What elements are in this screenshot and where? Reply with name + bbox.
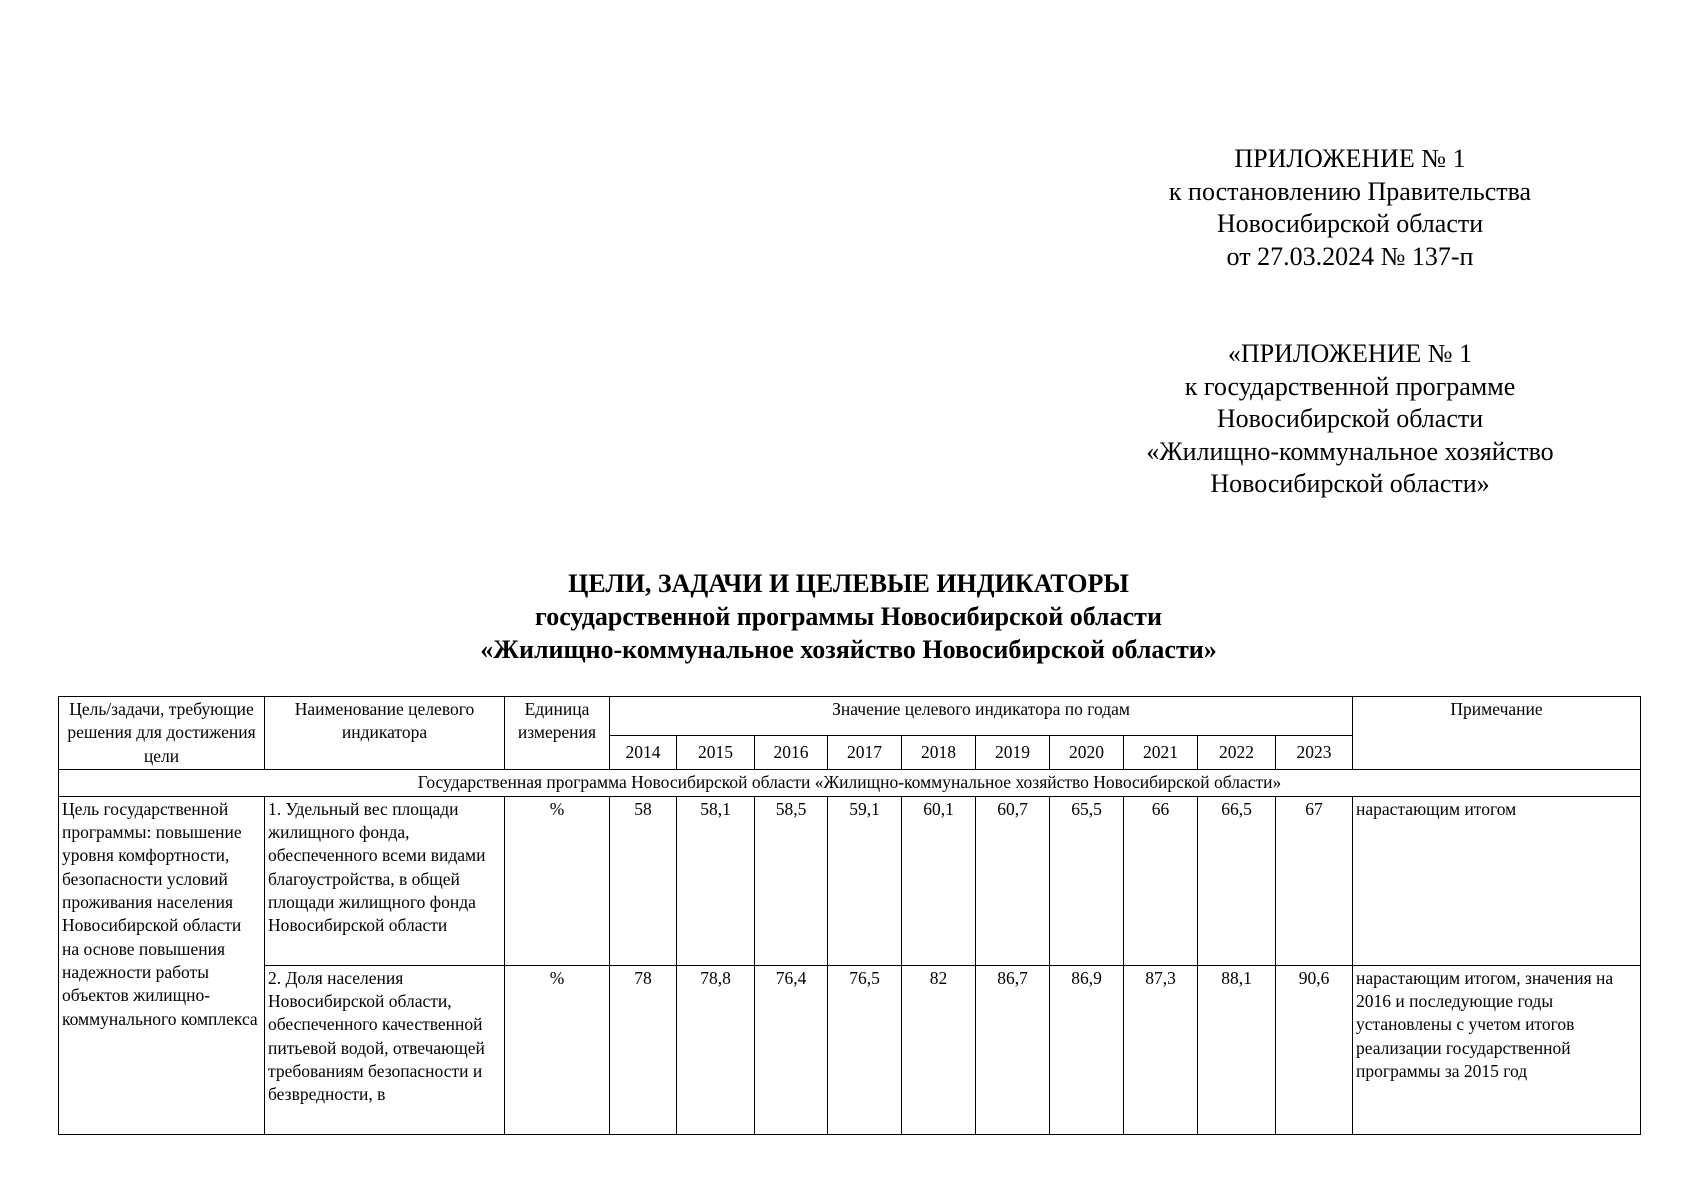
document-title (0, 567, 1697, 666)
header-year: 2014 (610, 735, 677, 769)
title-line: государственной программы Новосибирской области (535, 602, 1162, 631)
value-cell: 78 (610, 965, 677, 1134)
section-title: Государственная программа Новосибирской области «Жилищно-коммунальное хозяйство Новосибирской области» (59, 769, 1641, 796)
header-year: 2017 (828, 735, 902, 769)
approval-block-government-resolution (1100, 143, 1600, 273)
header-unit: Единица измерения (505, 697, 610, 770)
unit-cell: % (505, 796, 610, 965)
value-cell: 87,3 (1124, 965, 1198, 1134)
value-cell: 58 (610, 796, 677, 965)
approval-line: Новосибирской области» (1210, 469, 1490, 498)
approval-line: Новосибирской области (1216, 209, 1484, 238)
value-cell: 78,8 (677, 965, 755, 1134)
value-cell: 66,5 (1198, 796, 1276, 965)
value-cell: 76,4 (755, 965, 828, 1134)
note-cell: нарастающим итогом, значения на 2016 и последующие годы установлены с учетом итогов реализации государственной программы за 2015 год (1353, 965, 1641, 1134)
value-cell: 58,1 (677, 796, 755, 965)
header-indicator: Наименование целевого индикатора (265, 697, 505, 770)
header-year: 2023 (1276, 735, 1353, 769)
approval-line: ПРИЛОЖЕНИЕ № 1 (1234, 144, 1466, 173)
value-cell: 66 (1124, 796, 1198, 965)
table-row (59, 796, 1641, 965)
indicator-cell: 2. Доля населения Новосибирской области, обеспеченного качественной питьевой водой, отвечающей требованиям безопасности и безвредности, в (265, 965, 505, 1134)
approval-line: «ПРИЛОЖЕНИЕ № 1 (1227, 339, 1473, 368)
approval-line: к постановлению Правительства (1168, 176, 1532, 206)
section-row (59, 769, 1641, 796)
value-cell: 59,1 (828, 796, 902, 965)
value-cell: 60,7 (976, 796, 1050, 965)
table-header-row (59, 697, 1641, 736)
header-year: 2018 (902, 735, 976, 769)
unit-cell: % (505, 965, 610, 1134)
value-cell: 67 (1276, 796, 1353, 965)
value-cell: 58,5 (755, 796, 828, 965)
value-cell: 65,5 (1050, 796, 1124, 965)
note-cell: нарастающим итогом (1353, 796, 1641, 965)
header-values-by-year: Значение целевого индикатора по годам (610, 697, 1353, 736)
value-cell: 76,5 (828, 965, 902, 1134)
indicator-cell: 1. Удельный вес площади жилищного фонда, обеспеченного всеми видами благоустройства, в общей площади жилищного фонда Новосибирской области (265, 796, 505, 965)
approval-line: от 27.03.2024 № 137-п (1226, 241, 1474, 271)
header-year: 2015 (677, 735, 755, 769)
header-year: 2021 (1124, 735, 1198, 769)
header-year: 2020 (1050, 735, 1124, 769)
table-row (59, 965, 1641, 1134)
header-year: 2022 (1198, 735, 1276, 769)
value-cell: 60,1 (902, 796, 976, 965)
approval-block-state-program (1100, 338, 1600, 501)
value-cell: 90,6 (1276, 965, 1353, 1134)
header-year: 2016 (755, 735, 828, 769)
value-cell: 86,7 (976, 965, 1050, 1134)
title-line: «Жилищно-коммунальное хозяйство Новосибирской области» (480, 635, 1217, 664)
value-cell: 88,1 (1198, 965, 1276, 1134)
approval-line: к государственной программе (1184, 371, 1516, 401)
goal-cell: Цель государственной программы: повышение уровня комфортности, безопасности условий проживания населения Новосибирской области на основе повышения надежности работы объектов жилищно-коммунального комплекса (59, 796, 265, 1134)
title-line: ЦЕЛИ, ЗАДАЧИ И ЦЕЛЕВЫЕ ИНДИКАТОРЫ (568, 569, 1129, 598)
header-note: Примечание (1353, 697, 1641, 770)
indicators-table (58, 696, 1641, 1135)
approval-line: «Жилищно-коммунальное хозяйство (1146, 436, 1554, 466)
value-cell: 82 (902, 965, 976, 1134)
value-cell: 86,9 (1050, 965, 1124, 1134)
header-year: 2019 (976, 735, 1050, 769)
header-goal: Цель/задачи, требующие решения для достижения цели (59, 697, 265, 770)
approval-line: Новосибирской области (1216, 404, 1484, 433)
